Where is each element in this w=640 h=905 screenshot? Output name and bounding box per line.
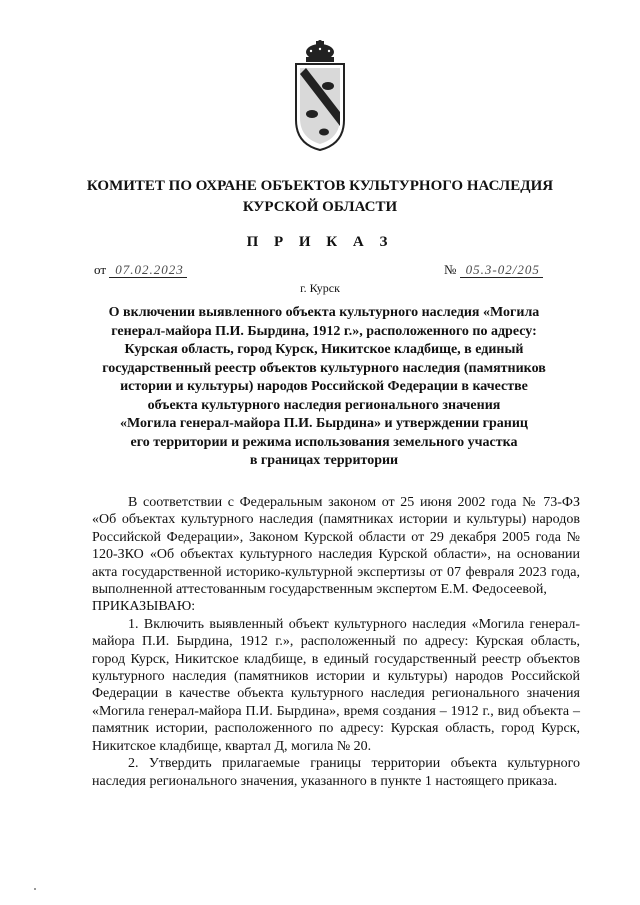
title-line: Курская область, город Курск, Никитское кладбище, в единый <box>124 342 524 357</box>
item-1-paragraph: 1. Включить выявленный объект культурного наследия «Могила генерал-майора П.И. Бырдина, 1912 г.», расположенный по адресу: Курская область, город Курск, Никитское кладбище, в единый государственный реестр объектов культурного наследия (памятников истории и культуры) народов Российской Федерации в качестве объекта культурного наследия регионального значения «Могила генерал-майора П.И. Бырдина», время создания – 1912 г., вид объекта – памятник истории, расположенного по адресу: Курская область, город Курск, Никитское кладбище, квартал Д, могила № 20. <box>92 616 580 754</box>
date-prefix: от <box>94 262 107 277</box>
title-line: в границах территории <box>249 453 399 468</box>
title-line: О включении выявленного объекта культурного наследия «Могила <box>108 305 540 320</box>
crown-icon <box>306 40 334 62</box>
title-line: «Могила генерал-майора П.И. Бырдина» и утверждении границ <box>120 416 528 431</box>
organization-name-line2: КУРСКОЙ ОБЛАСТИ <box>242 199 398 215</box>
scan-speck <box>34 888 36 890</box>
item-2-paragraph: 2. Утвердить прилагаемые границы территории объекта культурного наследия регионального значения, указанного в пункте 1 настоящего приказа. <box>92 756 580 789</box>
number-value: 05.3-02/205 <box>460 262 543 278</box>
number-prefix: № <box>444 262 457 277</box>
coat-of-arms-emblem <box>294 40 346 152</box>
title-line: объекта культурного наследия регионального значения <box>147 397 501 413</box>
title-line: генерал-майора П.И. Бырдина, 1912 г.», расположенного по адресу: <box>111 323 537 339</box>
title-line: истории и культуры) народов Российской Федерации в качестве <box>120 379 528 394</box>
document-date <box>94 262 187 278</box>
command-word: ПРИКАЗЫВАЮ: <box>92 599 196 615</box>
document-type-title: П Р И К А З <box>246 234 394 250</box>
organization-name-line1: КОМИТЕТ ПО ОХРАНЕ ОБЪЕКТОВ КУЛЬТУРНОГО НАСЛЕДИЯ <box>86 178 554 194</box>
title-line: государственный реестр объектов культурного наследия (памятников <box>102 360 546 376</box>
order-title <box>84 304 564 471</box>
date-value: 07.02.2023 <box>109 262 187 278</box>
title-line: его территории и режима использования земельного участка <box>130 434 518 450</box>
preamble-paragraph: В соответствии с Федеральным законом от 25 июня 2002 года № 73-ФЗ «Об объектах культурного наследия (памятниках истории и культуры) народов Российской Федерации», Законом Курской области от 29 декабря 2005 года № 120-ЗКО «Об объектах культурного наследия Курской области», на основании акта государственной историко-культурной экспертизы от 07 февраля 2023 года, выполненной аттестованным государственным экспертом Е.М. Федосеевой, <box>92 495 580 598</box>
document-number <box>444 262 543 278</box>
shield-icon <box>296 64 344 150</box>
city-line: г. Курск <box>300 281 340 295</box>
order-body <box>92 494 580 790</box>
